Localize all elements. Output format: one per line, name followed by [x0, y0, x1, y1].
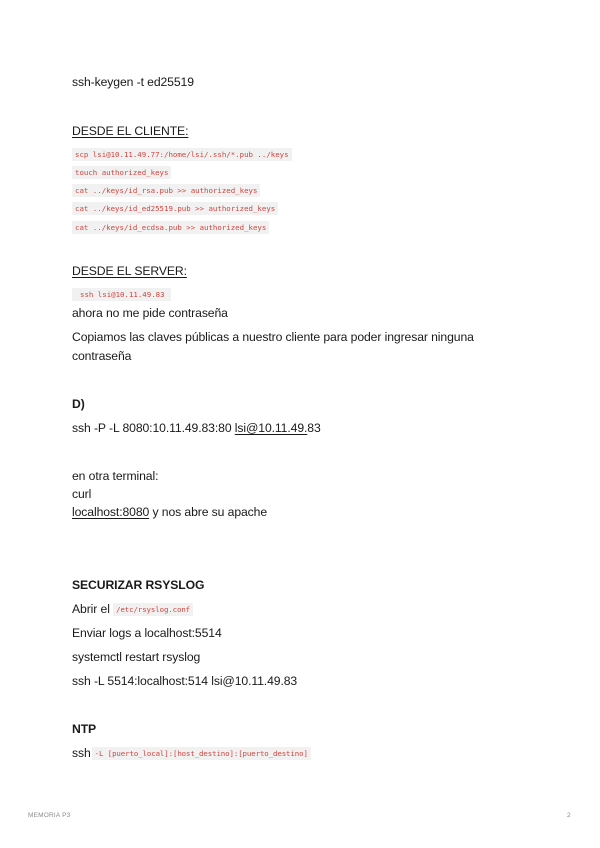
server-command: [72, 286, 171, 300]
code-snippet: /etc/rsyslog.conf: [113, 603, 193, 616]
code-snippet: touch authorized_keys: [72, 166, 171, 179]
heading-desde-server: DESDE EL SERVER:: [72, 264, 187, 278]
copy-keys-line-2: contraseña: [72, 349, 132, 363]
code-snippet: cat ../keys/id_ed25519.pub >> authorized_keys: [72, 202, 278, 215]
copy-keys-line-1: Copiamos las claves públicas a nuestro cliente para poder ingresar ninguna: [72, 330, 474, 344]
localhost-line: [72, 505, 267, 519]
tunnel-suffix: 83: [307, 421, 321, 435]
abrir-line: [72, 602, 193, 616]
apache-text: y nos abre su apache: [149, 505, 268, 519]
code-snippet: cat ../keys/id_rsa.pub >> authorized_keys: [72, 184, 260, 197]
enviar-logs-line: Enviar logs a localhost:5514: [72, 626, 222, 640]
tunnel-link[interactable]: lsi@10.11.49.: [234, 421, 308, 435]
restart-command: systemctl restart rsyslog: [72, 650, 201, 664]
cliente-command-1: [72, 146, 292, 160]
cliente-command-2: [72, 164, 171, 178]
heading-desde-cliente: DESDE EL CLIENTE:: [72, 124, 189, 138]
cliente-command-3: [72, 182, 260, 196]
code-snippet: ssh lsi@10.11.49.83: [72, 288, 171, 301]
other-terminal-note: en otra terminal:: [72, 469, 159, 483]
heading-securizar-rsyslog: SECURIZAR RSYSLOG: [72, 578, 205, 592]
localhost-link[interactable]: localhost:8080: [72, 505, 150, 519]
footer-title: MEMORIA P3: [28, 812, 71, 819]
code-snippet: -L [puerto_local]:[host_destino]:[puerto_destino]: [92, 747, 311, 760]
heading-d: D): [72, 397, 85, 411]
code-snippet: cat ../keys/id_ecdsa.pub >> authorized_keys: [72, 221, 269, 234]
tunnel-prefix: ssh -P -L 8080:10.11.49.83:80: [72, 421, 235, 435]
cliente-command-5: [72, 219, 269, 233]
no-password-note: ahora no me pide contraseña: [72, 306, 228, 320]
page-number: 2: [567, 812, 571, 819]
ssh-forward-command: ssh -L 5514:localhost:514 lsi@10.11.49.83: [72, 674, 298, 688]
keygen-command: ssh-keygen -t ed25519: [72, 75, 194, 89]
abrir-text: Abrir el: [72, 602, 114, 616]
code-snippet: scp lsi@10.11.49.77:/home/lsi/.ssh/*.pub ../keys: [72, 148, 292, 161]
tunnel-command: [72, 421, 321, 435]
curl-command: curl: [72, 487, 92, 501]
heading-ntp: NTP: [72, 722, 97, 736]
cliente-command-4: [72, 200, 278, 214]
ntp-line: [72, 746, 311, 760]
ntp-ssh-text: ssh: [72, 746, 91, 760]
